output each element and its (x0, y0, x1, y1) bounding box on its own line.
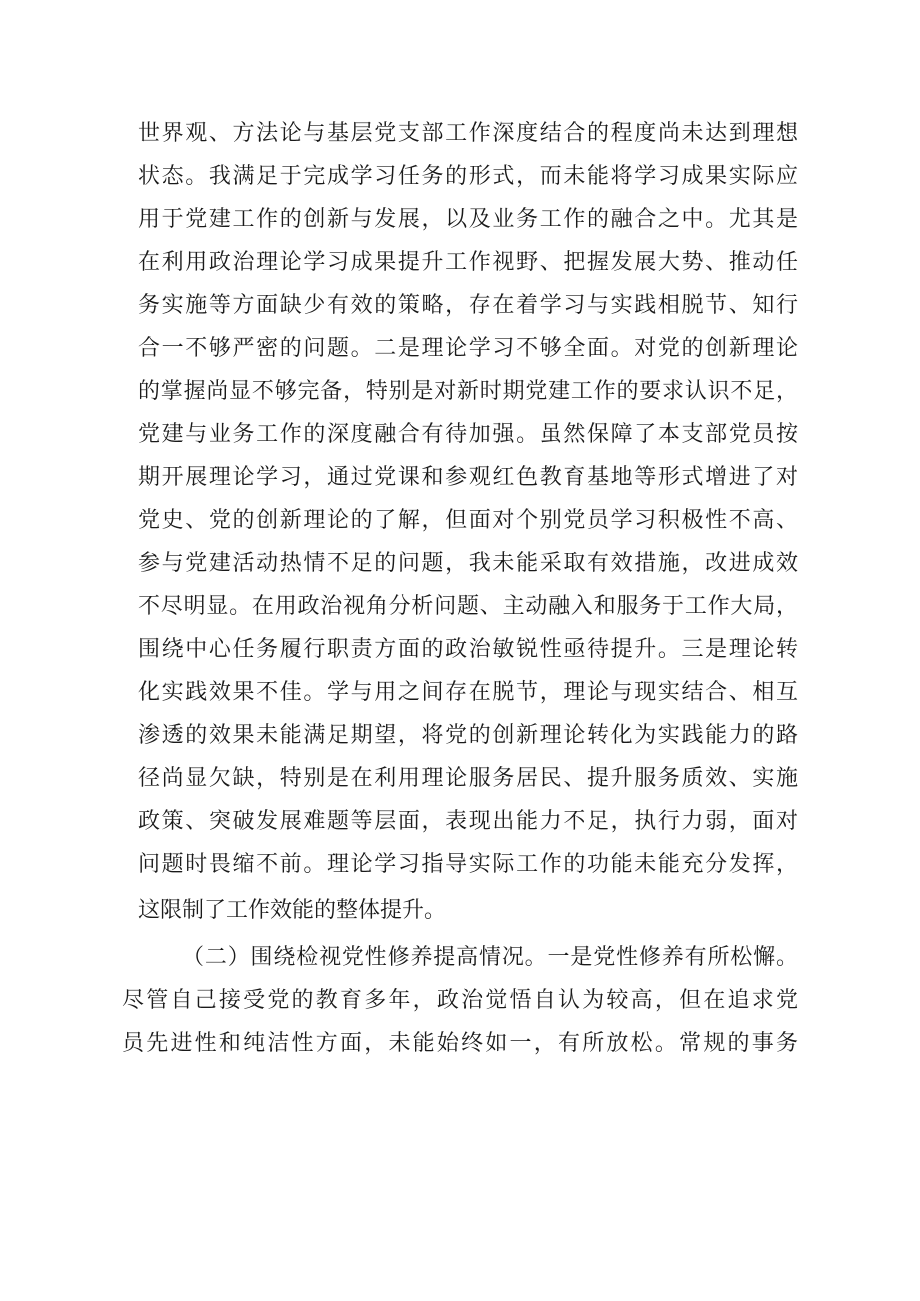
text-line: 不尽明显。在用政治视角分析问题、主动融入和服务于工作大局， (138, 594, 798, 619)
text-line: 化实践效果不佳。学与用之间存在脱节，理论与现实结合、相互 (138, 680, 798, 705)
text-line: 渗透的效果未能满足期望，将党的创新理论转化为实践能力的路 (138, 723, 798, 748)
text-line: 世界观、方法论与基层党支部工作深度结合的程度尚未达到理想 (138, 121, 798, 146)
text-line: 尽管自己接受党的教育多年，政治觉悟自认为较高，但在追求党 (122, 988, 798, 1013)
text-line: 合一不够严密的问题。二是理论学习不够全面。对党的创新理论 (138, 336, 798, 361)
text-line: 状态。我满足于完成学习任务的形式，而未能将学习成果实际应 (138, 164, 798, 189)
text-line: 党史、党的创新理论的了解，但面对个别党员学习积极性不高、 (138, 508, 798, 533)
text-line: 参与党建活动热情不足的问题，我未能采取有效措施，改进成效 (138, 551, 798, 576)
text-line: 围绕中心任务履行职责方面的政治敏锐性亟待提升。三是理论转 (138, 637, 798, 662)
text-line: 政策、突破发展难题等层面，表现出能力不足，执行力弱，面对 (138, 809, 798, 834)
text-line: 在利用政治理论学习成果提升工作视野、把握发展大势、推动任 (138, 250, 798, 275)
body-text (122, 112, 798, 1065)
text-line: 的掌握尚显不够完备，特别是对新时期党建工作的要求认识不足， (138, 379, 798, 404)
paragraph-heading-line: （二）围绕检视党性修养提高情况。一是党性修养有所松懈。 (182, 945, 798, 970)
text-line: 期开展理论学习，通过党课和参观红色教育基地等形式增进了对 (138, 465, 798, 490)
text-line: 党建与业务工作的深度融合有待加强。虽然保障了本支部党员按 (138, 422, 798, 447)
text-line: 径尚显欠缺，特别是在利用理论服务居民、提升服务质效、实施 (138, 766, 798, 791)
text-line: 员先进性和纯洁性方面，未能始终如一，有所放松。常规的事务 (122, 1031, 798, 1056)
text-line: 这限制了工作效能的整体提升。 (138, 898, 447, 923)
text-line: 问题时畏缩不前。理论学习指导实际工作的功能未能充分发挥， (138, 852, 798, 877)
text-line: 用于党建工作的创新与发展，以及业务工作的融合之中。尤其是 (138, 207, 798, 232)
text-line: 务实施等方面缺少有效的策略，存在着学习与实践相脱节、知行 (138, 293, 798, 318)
